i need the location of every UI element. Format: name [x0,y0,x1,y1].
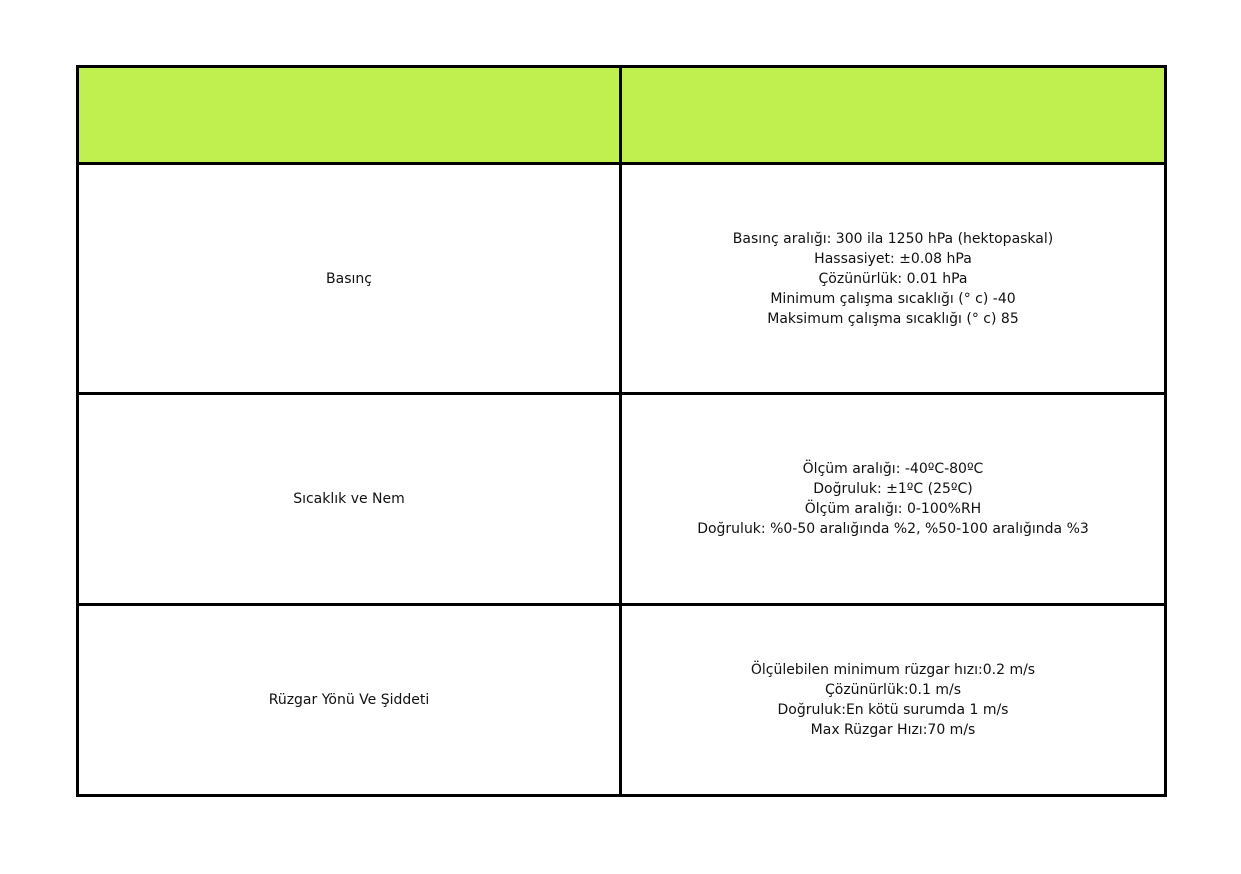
detail-line: Çözünürlük:0.1 m/s [824,682,961,698]
row-label-pressure: Basınç [78,164,621,394]
detail-line: Max Rüzgar Hızı:70 m/s [810,722,976,738]
detail-line: Doğruluk:En kötü surumda 1 m/s [777,702,1009,718]
detail-line: Çözünürlük: 0.01 hPa [818,270,968,287]
row-details-pressure [621,164,1166,394]
table-header-row [78,67,1166,164]
detail-line: Basınç aralığı: 300 ila 1250 hPa (hektopaskal) [732,230,1054,247]
table-row [78,394,1166,605]
header-cell-left [78,67,621,164]
detail-line: Maksimum çalışma sıcaklığı (° c) 85 [767,310,1019,327]
table-row [78,605,1166,796]
sensor-spec-table [76,65,1167,797]
header-cell-right [621,67,1166,164]
detail-line: Ölçüm aralığı: -40ºC-80ºC [802,461,984,477]
detail-line: Doğruluk: %0-50 aralığında %2, %50-100 aralığında %3 [697,521,1089,537]
detail-line: Doğruluk: ±1ºC (25ºC) [813,481,973,497]
detail-line: Minimum çalışma sıcaklığı (° c) -40 [770,290,1016,307]
detail-line: Hassasiyet: ±0.08 hPa [814,250,972,267]
row-details-temperature-humidity [621,394,1166,605]
row-details-wind [621,605,1166,796]
table-row [78,164,1166,394]
detail-line: Ölçülebilen minimum rüzgar hızı:0.2 m/s [750,662,1036,678]
row-label-wind: Rüzgar Yönü Ve Şiddeti [78,605,621,796]
detail-line: Ölçüm aralığı: 0-100%RH [804,501,982,517]
row-label-temperature-humidity: Sıcaklık ve Nem [78,394,621,605]
